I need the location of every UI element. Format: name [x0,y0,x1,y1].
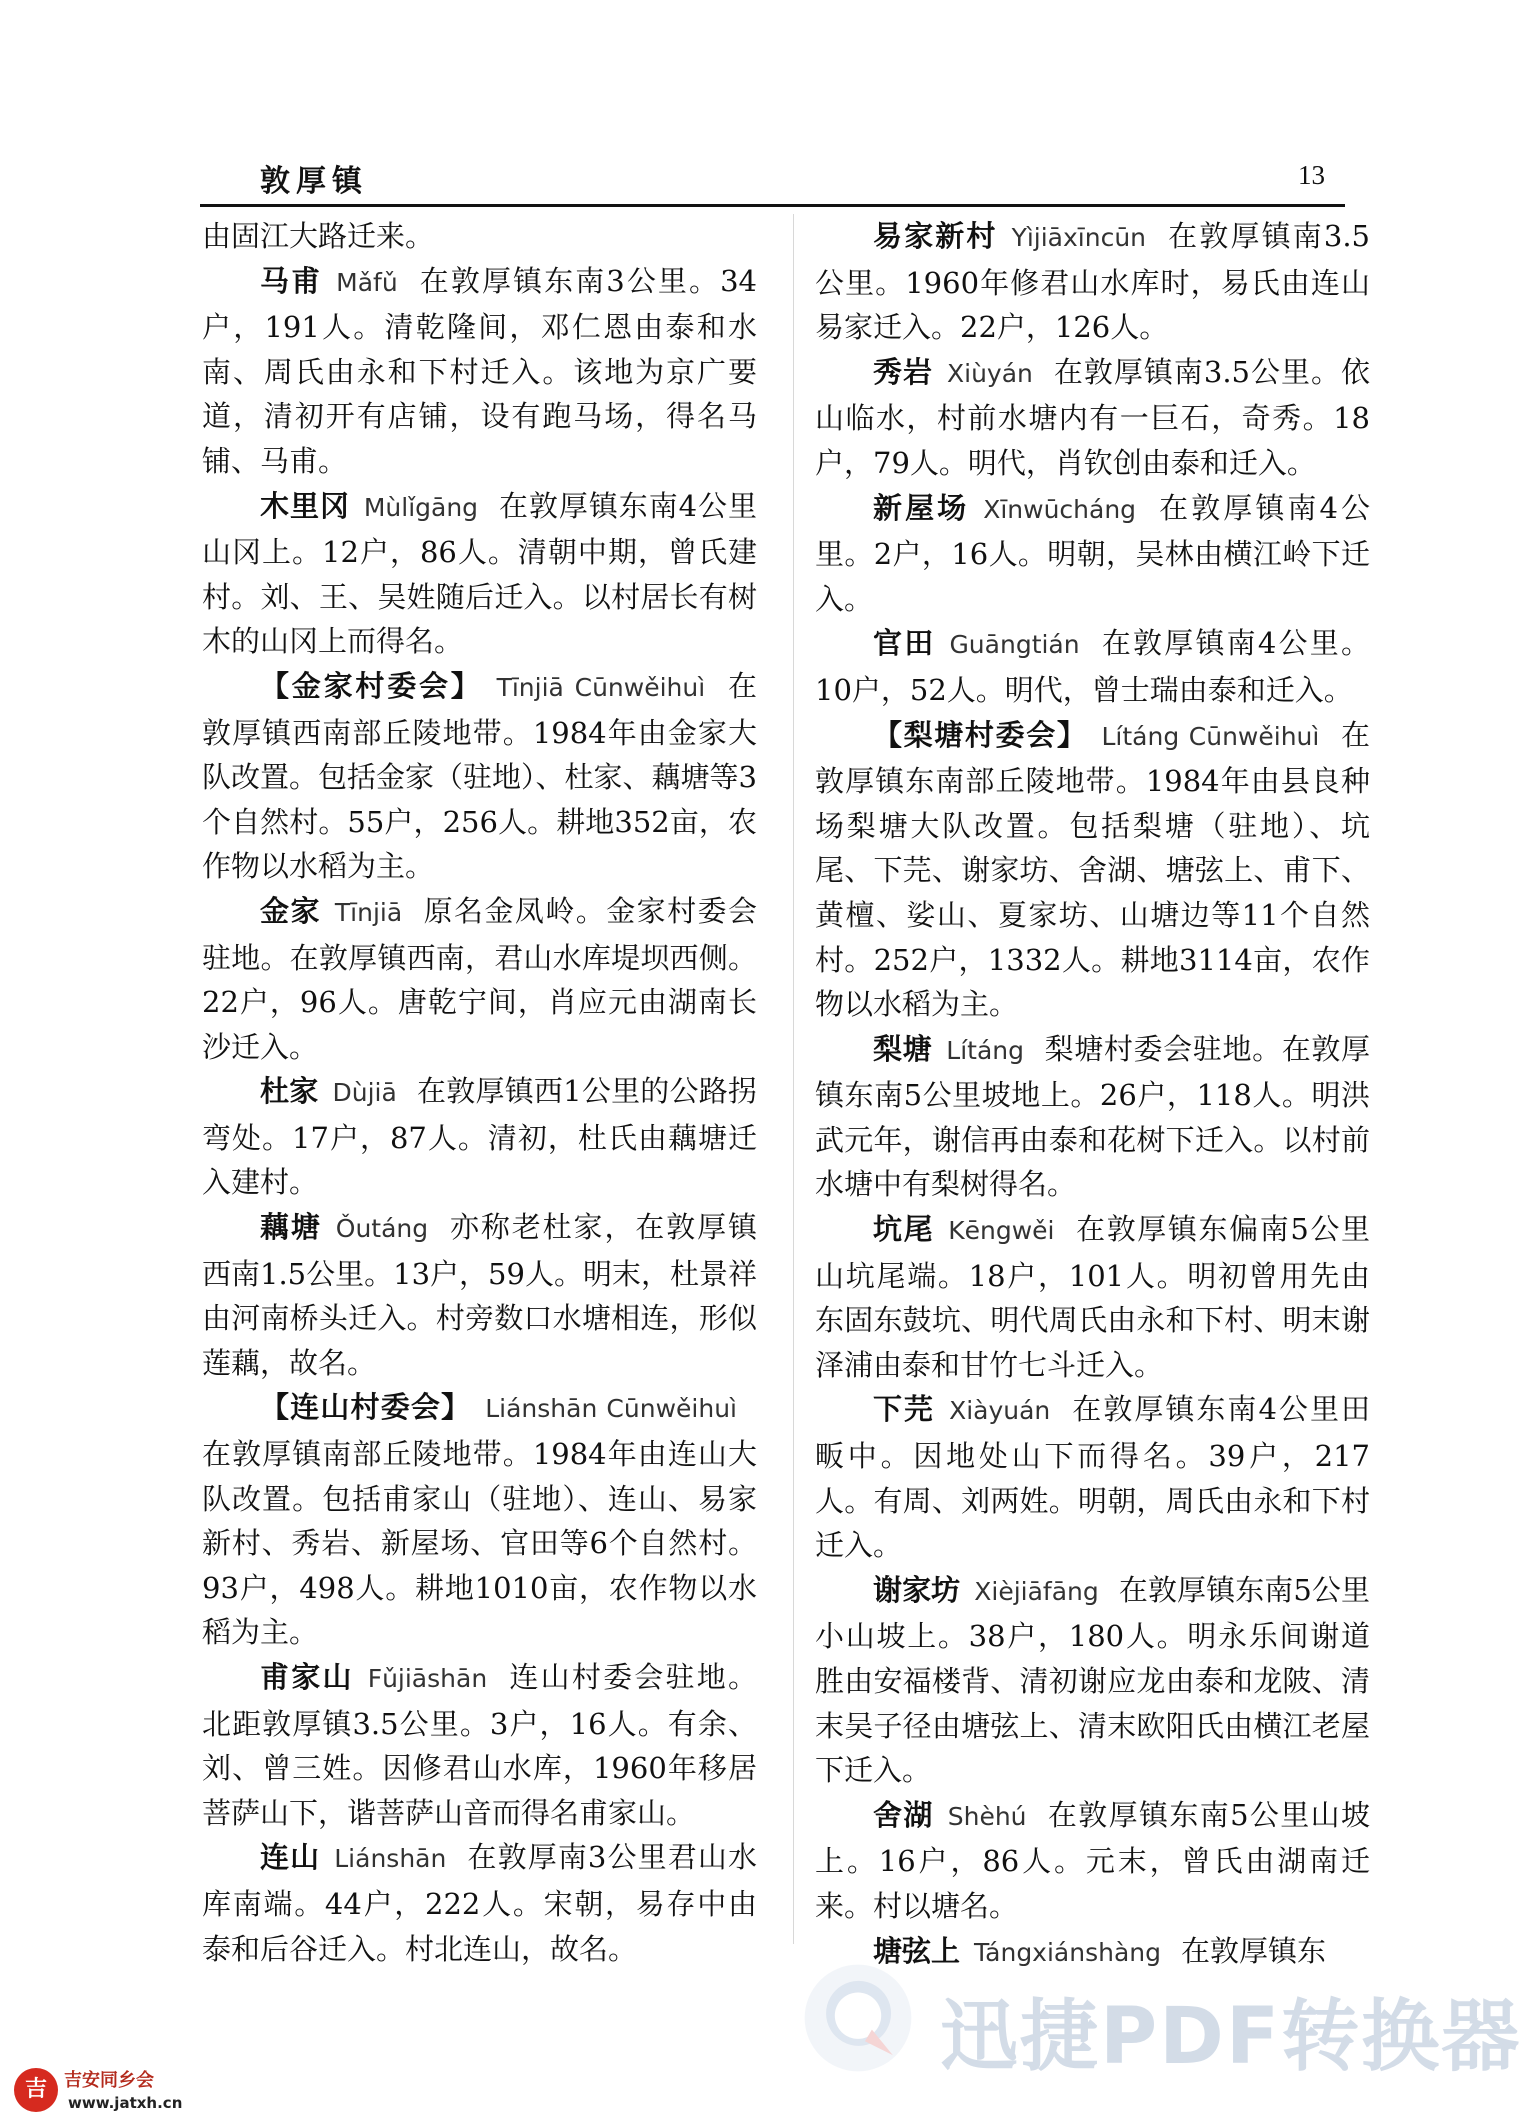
entry-paragraph [202,1835,757,1971]
entry-pinyin: Mǎfǔ [336,267,398,297]
entry-pinyin: Liánshān Cūnwěihuì [485,1394,737,1424]
entry-paragraph [202,214,757,259]
entry-name: 木里冈 [260,488,350,523]
page-header [200,152,1345,207]
entry-paragraph [815,1793,1370,1929]
entry-text: 在敦厚镇东南4公里山冈上。12户，86人。清朝中期，曾氏建村。刘、王、吴姓随后迁入。以村居长有树木的山冈上而得名。 [202,488,757,659]
entry-paragraph [202,1655,757,1835]
entry-paragraph [202,664,757,889]
entry-paragraph [815,214,1370,350]
entry-pinyin: Fǔjiāshān [367,1664,488,1693]
entry-name: 舍湖 [873,1797,934,1832]
entry-paragraph [815,1387,1370,1567]
watermark [800,1960,1522,2082]
entry-pinyin: Lítáng [946,1035,1024,1065]
entry-paragraph [815,1027,1370,1207]
site-logo [14,2062,184,2120]
entry-name: 坑尾 [873,1212,935,1247]
entry-text: 在敦厚南3公里君山水库南端。44户，222人。宋朝，易存中由泰和后谷迁入。村北连山，故名。 [202,1840,757,1966]
entry-paragraph [202,259,757,484]
entry-pinyin: Kēngwěi [948,1216,1055,1246]
entry-pinyin: Tīnjiā Cūnwěihuì [496,672,706,702]
entry-paragraph [202,1205,757,1385]
left-column [202,214,757,1971]
entry-pinyin: Shèhú [947,1801,1027,1831]
entry-pinyin: Xīnwūcháng [983,494,1137,524]
entry-name: 甫家山 [260,1660,354,1694]
entry-text: 在敦厚镇西南部丘陵地带。1984年由金家大队改置。包括金家（驻地）、杜家、藕塘等3个自然村。55户，256人。耕地352亩，农作物以水稻为主。 [202,668,757,884]
entry-text: 在敦厚镇南3.5公里。1960年修君山水库时，易氏由连山易家迁入。22户，126人。 [815,219,1370,345]
entry-name: 秀岩 [873,354,933,389]
entry-name: 梨塘 [873,1031,933,1066]
entry-paragraph [815,486,1370,622]
entry-text: 梨塘村委会驻地。在敦厚镇东南5公里坡地上。26户，118人。明洪武元年，谢信再由泰和花树下迁入。以村前水塘中有梨树得名。 [815,1031,1370,1202]
entry-pinyin: Yìjiāxīncūn [1011,223,1147,252]
entry-pinyin: Ǒutáng [335,1214,429,1244]
entry-pinyin: Mùlǐgāng [363,492,479,522]
entry-name: 塘弦上 [873,1933,961,1968]
entry-pinyin: Xièjiāfāng [974,1576,1099,1606]
entry-paragraph [815,621,1370,712]
entry-paragraph [815,713,1370,1027]
column-divider [793,214,794,1944]
entry-name: 金家 [260,893,321,928]
entry-name: 官田 [873,626,936,661]
running-head-title: 敦厚镇 [260,164,368,199]
entry-name: 连山 [260,1840,321,1875]
logo-mark-icon: 吉 [14,2068,58,2112]
entry-text: 连山村委会驻地。北距敦厚镇3.5公里。3户，16人。有余、刘、曾三姓。因修君山水库，1960年移居菩萨山下，谐菩萨山音而得名甫家山。 [202,1660,757,1830]
entry-name: 易家新村 [873,219,998,253]
right-column [815,214,1370,1975]
entry-name: 藕塘 [260,1210,322,1245]
entry-name: 【梨塘村委会】 [873,717,1088,752]
entry-text: 在敦厚镇东南4公里田畈中。因地处山下而得名。39户，217人。有周、刘两姓。明朝，周氏由永和下村迁入。 [815,1392,1370,1563]
entry-text: 在敦厚镇南4公里。10户，52人。明代，曾士瑞由泰和迁入。 [815,626,1370,707]
entry-paragraph [202,889,757,1069]
entry-name: 马甫 [260,263,323,298]
entry-name: 【金家村委会】 [260,668,483,703]
watermark-text: 迅捷PDF转换器 [940,1992,1522,2082]
entry-paragraph [815,1207,1370,1387]
entry-paragraph [815,1568,1370,1793]
watermark-logo-icon [800,1960,916,2076]
entry-pinyin: Lítáng Cūnwěihuì [1101,721,1320,751]
entry-name: 谢家坊 [873,1572,961,1607]
logo-url: www.jatxh.cn [68,2094,183,2112]
entry-text: 原名金凤岭。金家村委会驻地。在敦厚镇西南，君山水库堤坝西侧。22户，96人。唐乾宁间，肖应元由湖南长沙迁入。 [202,893,757,1064]
entry-name: 杜家 [260,1074,319,1109]
entry-paragraph [202,1385,757,1655]
entry-text: 亦称老杜家，在敦厚镇西南1.5公里。13户，59人。明末，杜景祥由河南桥头迁入。村旁数口水塘相连，形似莲藕，故名。 [202,1210,757,1380]
entry-paragraph [202,1069,757,1205]
entry-text: 在敦厚镇南4公里。2户，16人。明朝，吴林由横江岭下迁入。 [815,490,1370,616]
entry-text: 在敦厚镇东南部丘陵地带。1984年由县良种场梨塘大队改置。包括梨塘（驻地）、坑尾、下芫、谢家坊、舍湖、塘弦上、甫下、黄檀、娑山、夏家坊、山塘边等11个自然村。252户，1332人。耕地3114亩，农作物以水稻为主。 [815,717,1370,1022]
page-number: 13 [1298,160,1325,190]
entry-name: 新屋场 [873,490,970,525]
entry-name: 【连山村委会】 [260,1390,472,1425]
entry-name: 下芫 [873,1392,936,1427]
entry-text: 在敦厚镇东南3公里。34户，191人。清乾隆间，邓仁恩由泰和水南、周氏由永和下村迁入。该地为京广要道，清初开有店铺，设有跑马场，得名马铺、马甫。 [202,263,757,478]
entry-pinyin: Tángxiánshàng [974,1937,1161,1967]
entry-pinyin: Tīnjiā [334,897,403,927]
entry-pinyin: Guāngtián [949,630,1080,660]
entry-text: 在敦厚镇东南5公里山坡上。16户，86人。元末，曾氏由湖南迁来。村以塘名。 [815,1797,1370,1923]
entry-text: 在敦厚镇东南5公里小山坡上。38户，180人。明永乐间谢道胜由安福楼背、清初谢应龙由泰和龙陂、清末吴子径由塘弦上、清末欧阳氏由横江老屋下迁入。 [815,1572,1370,1788]
entry-pinyin: Xiàyuán [949,1396,1051,1426]
entry-pinyin: Xiùyán [947,358,1033,388]
entry-text: 在敦厚镇东 [1181,1933,1327,1968]
entry-text: 在敦厚镇东偏南5公里山坑尾端。18户，101人。明初曾用先由东固东鼓坑、明代周氏由永和下村、明末谢泽浦由泰和甘竹七斗迁入。 [815,1212,1370,1382]
entry-pinyin: Liánshān [334,1844,447,1874]
logo-text: 吉安同乡会 [64,2070,154,2091]
entry-paragraph [202,484,757,664]
entry-text: 由固江大路迁来。 [202,219,435,253]
entry-text: 在敦厚镇南3.5公里。依山临水，村前水塘内有一巨石，奇秀。18户，79人。明代，肖钦创由泰和迁入。 [815,354,1370,480]
entry-paragraph [815,350,1370,486]
entry-pinyin: Dùjiā [332,1078,397,1108]
entry-text: 在敦厚镇西1公里的公路拐弯处。17户，87人。清初，杜氏由藕塘迁入建村。 [202,1074,757,1200]
entry-text: 在敦厚镇南部丘陵地带。1984年由连山大队改置。包括甫家山（驻地）、连山、易家新村、秀岩、新屋场、官田等6个自然村。93户，498人。耕地1010亩，农作物以水稻为主。 [202,1437,757,1650]
